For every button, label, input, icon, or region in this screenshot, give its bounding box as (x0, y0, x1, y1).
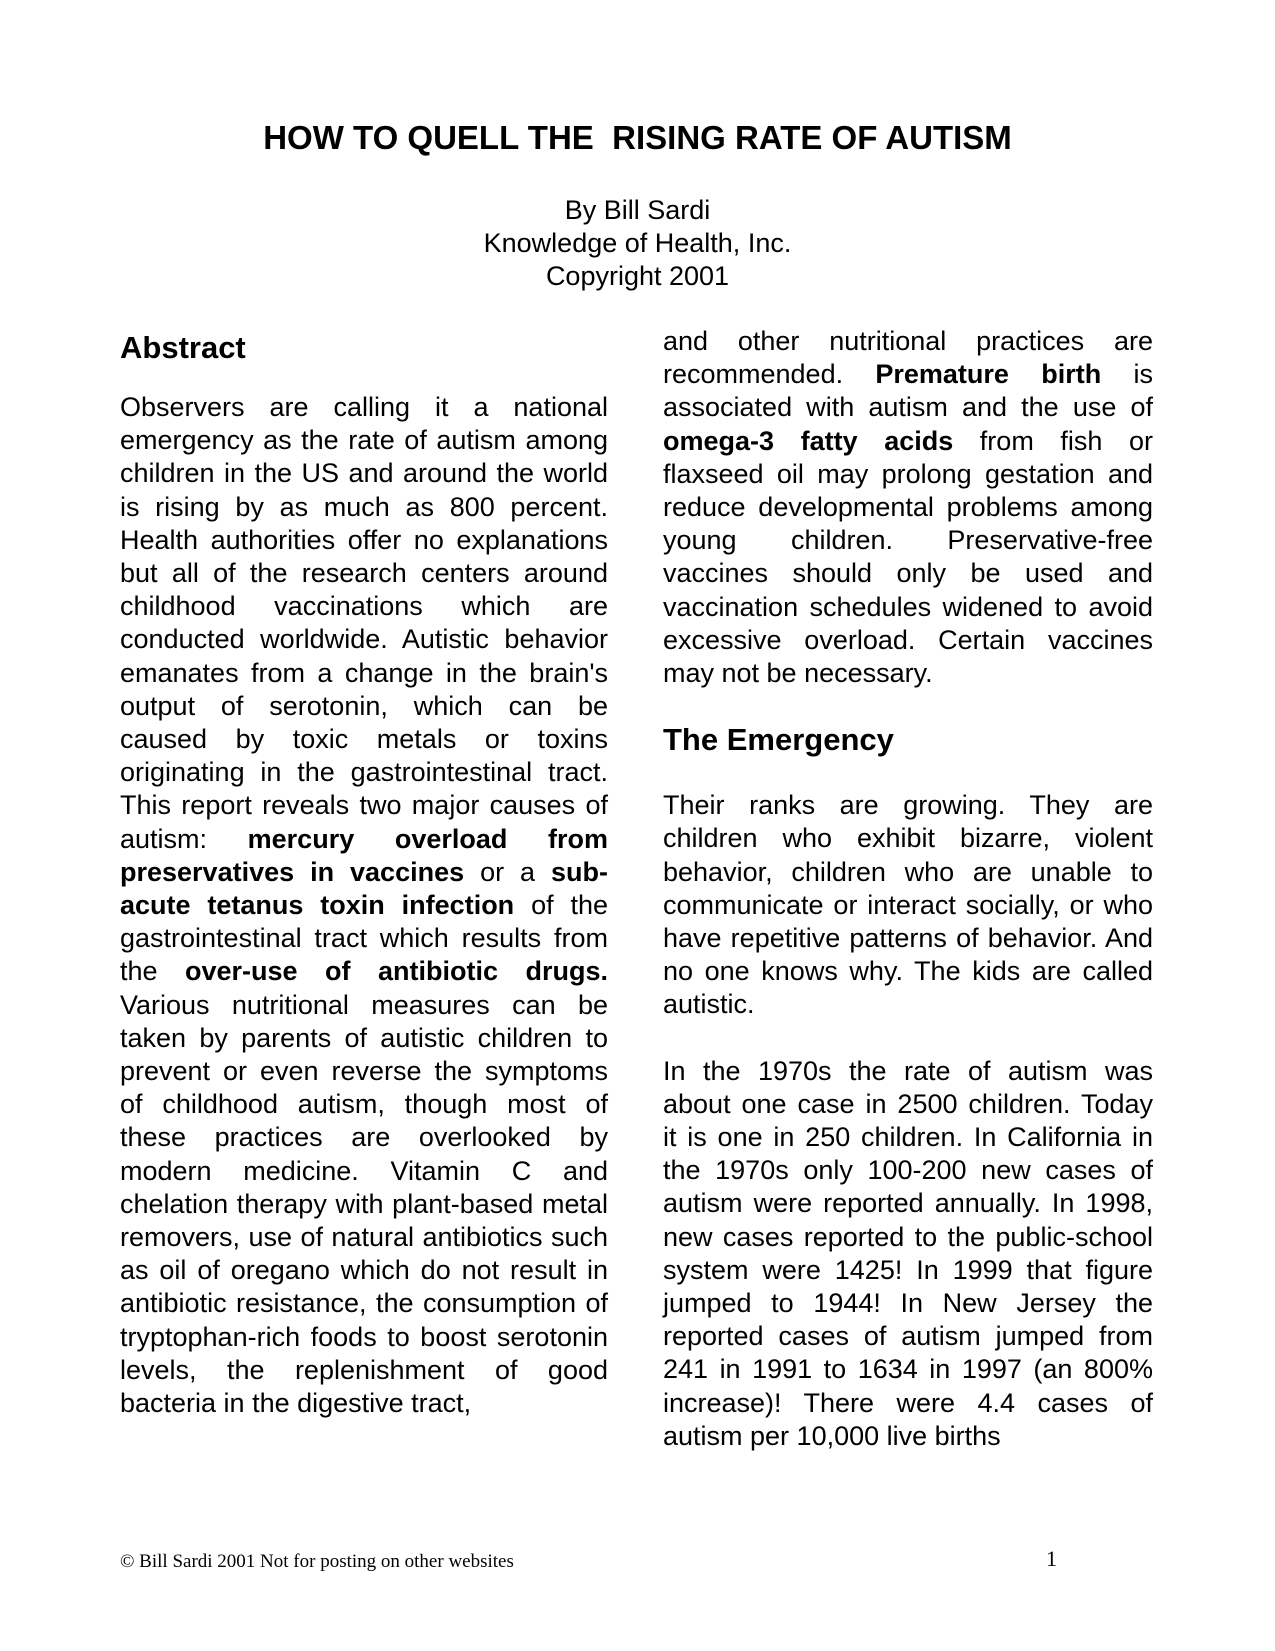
abstract-text-4: Various nutritional measures can be taken by parents of autistic children to prevent or even reverse the symptoms of childhood autism, though most of these practices are overlooked by modern medicine. Vitamin C and chelation therapy with plant-based metal removers, use of natural antibiotics such as oil of oregano which do not result in antibiotic resistance, the consumption of tryptophan-rich foods to boost serotonin levels, the replenishment of good bacteria in the digestive tract, (120, 989, 608, 1419)
document-title: HOW TO QUELL THE RISING RATE OF AUTISM (263, 119, 1012, 156)
copyright-line: Copyright 2001 (545, 261, 730, 291)
page-number: 1 (1046, 1546, 1057, 1571)
abstract-bold-premature: Premature birth (875, 359, 1102, 390)
abstract-bold-mercury: mercury overload from preservatives in vaccines (120, 823, 608, 887)
emergency-paragraph-2: In the 1970s the rate of autism was about one case in 2500 children. Today it is one in 250 children. In California in the 1970s only 100-200 new cases of autism were reported annually. In 1998, new cases reported to the public-school system were 1425! In 1999 that figure jumped to 1944! In New Jersey the reported cases of autism jumped from 241 in 1991 to 1634 in 1997 (an 800% increase)! There were 4.4 cases of autism per 10,000 live births (663, 1055, 1153, 1451)
abstract-text-5: and other nutritional practices are recommended. (663, 326, 1153, 390)
abstract-bold-omega3: omega-3 fatty acids (663, 425, 954, 456)
abstract-text-3: of the gastrointestinal tract which results from the (120, 890, 608, 987)
emergency-paragraph-1: Their ranks are growing. They are children who exhibit bizarre, violent behavior, children who are unable to communicate or interact socially, or who have repetitive patterns of behavior. And no one knows why. The kids are called autistic. (663, 790, 1153, 1020)
abstract-heading: Abstract (120, 330, 246, 365)
abstract-paragraph-part-1 (120, 391, 608, 1420)
abstract-paragraph-part-2 (663, 325, 1153, 690)
abstract-text-1: Observers are calling it a national emergency as the rate of autism among children in the US and around the world is rising by as much as 800 percent. Health authorities offer no explanations but all of the research centers around childhood vaccinations which are conducted worldwide. Autistic behavior emanates from a change in the brain's output of serotonin, which can be caused by toxic metals or toxins originating in the gastrointestinal tract. This report reveals two major causes of autism: (120, 392, 608, 854)
emergency-heading: The Emergency (663, 722, 894, 758)
abstract-text-6: is associated with autism and the use of (663, 359, 1153, 423)
abstract-bold-antibiotic: over-use of antibiotic drugs. (185, 956, 608, 987)
organization-line: Knowledge of Health, Inc. (483, 228, 792, 258)
byline-block (0, 194, 1275, 293)
abstract-text-7: from fish or flaxseed oil may prolong gestation and reduce developmental problems among young children. Preservative-free vaccines should only be used and vaccination schedules widened to avoid excessive overload. Certain vaccines may not be necessary. (663, 425, 1153, 689)
footer-copyright-notice: © Bill Sardi 2001 Not for posting on other websites (120, 1551, 514, 1572)
author-line: By Bill Sardi (564, 195, 711, 225)
abstract-bold-tetanus: sub-acute tetanus toxin infection (120, 856, 609, 921)
right-column (663, 325, 1153, 1453)
left-column (120, 325, 608, 1420)
abstract-text-2: or a (464, 856, 552, 887)
